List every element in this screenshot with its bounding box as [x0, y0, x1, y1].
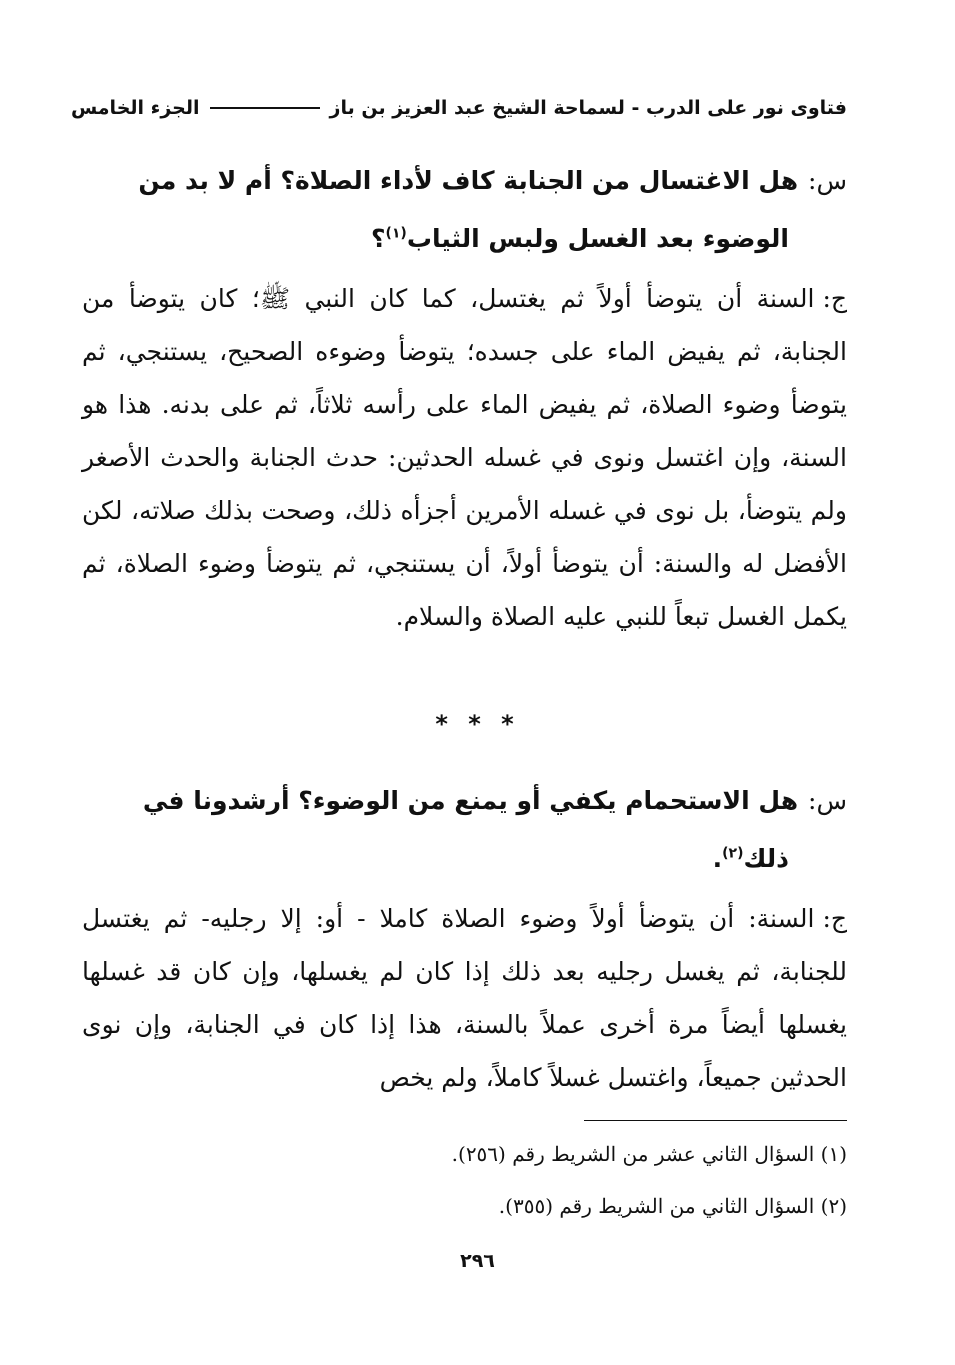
question-1-line-2-wrap [82, 210, 847, 268]
question-2-line-2-wrap [82, 830, 847, 888]
answer-1 [82, 272, 847, 643]
question-1 [82, 152, 847, 268]
question-1-end: ؟ [370, 224, 386, 253]
question-1-line-2: الوضوء بعد الغسل ولبس الثياب [406, 224, 789, 253]
answer-2 [82, 892, 847, 1104]
footnote-2: (٢) السؤال الثاني من الشريط رقم (٣٥٥). [498, 1194, 847, 1218]
answer-1-text: السنة أن يتوضأ أولاً ثم يغتسل، كما كان النبي ﷺ؛ كان يتوضأ من الجنابة، ثم يفيض الماء على جسده؛ يتوضأ وضوءه الصحيح، يستنجي، ثم يتوضأ وضوء الصلاة، ثم يفيض الماء على رأسه ثلاثاً، ثم على بدنه. هذا هو السنة، وإن اغتسل ونوى في غسله الحدثين: حدث الجنابة والحدث الأصغر ولم يتوضأ، بل نوى في غسله الأمرين أجزأه ذلك، وصحت بذلك صلاته، لكن الأفضل له والسنة: أن يتوضأ أولاً، أن يستنجي، ثم يتوضأ وضوء الصلاة، ثم يكمل الغسل تبعاً للنبي عليه الصلاة والسلام. [82, 284, 847, 631]
question-1-line-1: هل الاغتسال من الجنابة كاف لأداء الصلاة؟ أم لا بد من [138, 166, 799, 195]
header-book-title: فتاوى نور على الدرب - لسماحة الشيخ عبد العزيز بن باز [329, 97, 847, 119]
header-rule [210, 107, 320, 109]
running-header [70, 88, 847, 128]
question-label: س: [808, 786, 847, 815]
footnote-1: (١) السؤال الثاني عشر من الشريط رقم (٢٥٦). [451, 1142, 847, 1166]
section-separator: * * * [435, 710, 520, 738]
answer-label: ج: [822, 284, 847, 313]
answer-label: ج: [822, 904, 847, 933]
question-label: س: [808, 166, 847, 195]
footnote-divider [584, 1120, 847, 1121]
footnote-ref-1: (١) [385, 225, 407, 242]
footnotes [82, 1128, 847, 1232]
header-volume: الجزء الخامس [70, 97, 200, 119]
footnote-ref-2: (٢) [722, 845, 744, 862]
question-2-end: . [712, 844, 723, 873]
question-2-line-2: ذلك [743, 844, 789, 873]
question-2-line-1: هل الاستحمام يكفي أو يمنع من الوضوء؟ أرشدونا في [142, 786, 799, 815]
answer-2-text: السنة: أن يتوضأ أولاً وضوء الصلاة كاملا - أو: إلا رجليه- ثم يغتسل للجنابة، ثم يغسل رجليه بعد ذلك إذا كان لم يغسلها، وإن كان قد غسلها يغسلها أيضاً مرة أخرى عملاً بالسنة، هذا إذا كان في الجنابة، وإن نوى الحدثين جميعاً، واغتسل غسلاً كاملاً، ولم يخص [82, 904, 847, 1092]
page-number: ٢٩٦ [460, 1250, 495, 1272]
question-2 [82, 772, 847, 888]
